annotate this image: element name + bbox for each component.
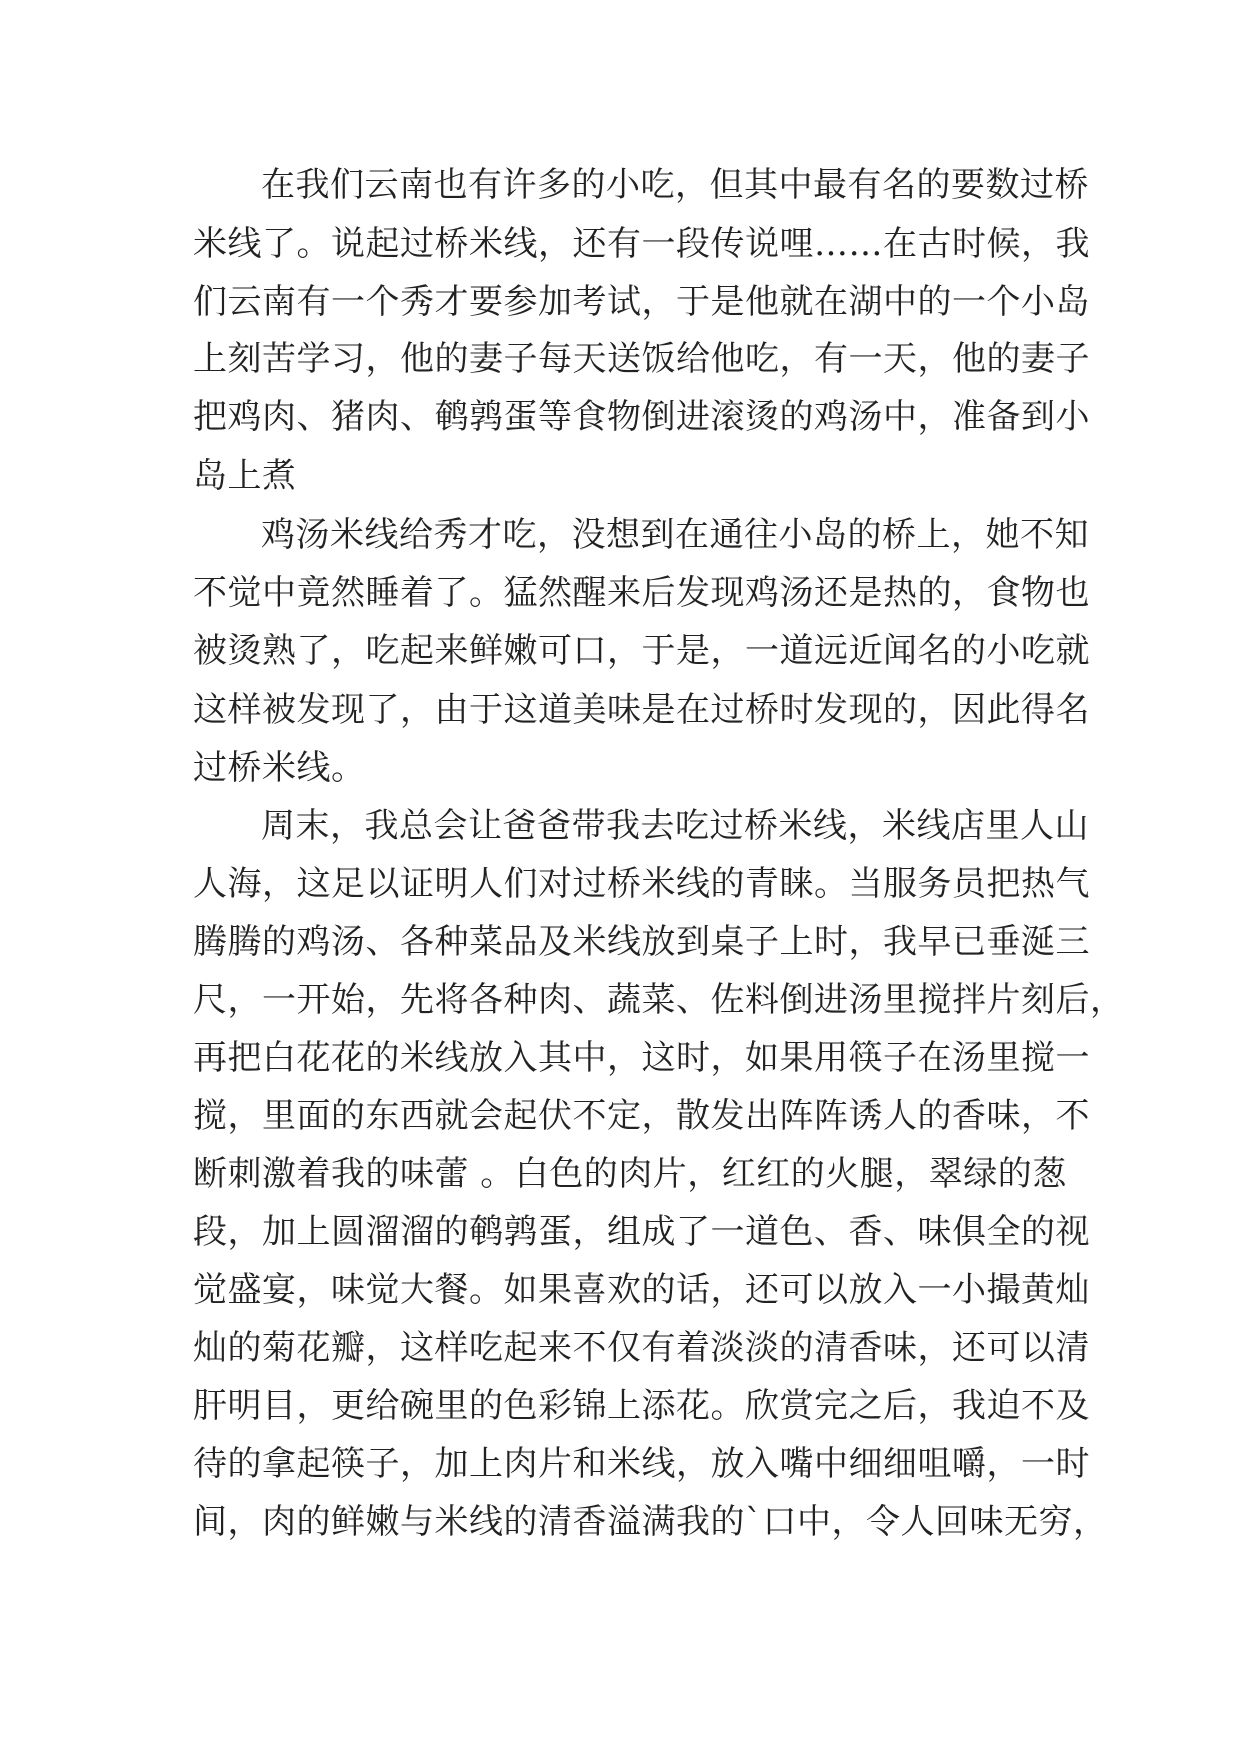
paragraph-1-line-2: 米线了。说起过桥米线，还有一段传说哩……在古时候，我: [193, 224, 1090, 264]
paragraph-3-line-8: 段，加上圆溜溜的鹌鹑蛋，组成了一道色、香、味俱全的视: [193, 1212, 1090, 1252]
paragraph-2-line-2: 不觉中竟然睡着了。猛然醒来后发现鸡汤还是热的，食物也: [193, 573, 1090, 613]
paragraph-2-line-5: 过桥米线。: [193, 748, 366, 788]
paragraph-1-line-1: 在我们云南也有许多的小吃，但其中最有名的要数过桥: [261, 165, 1089, 205]
paragraph-2-line-4: 这样被发现了，由于这道美味是在过桥时发现的，因此得名: [193, 690, 1090, 730]
paragraph-3-line-7: 断刺激着我的味蕾 。白色的肉片，红红的火腿，翠绿的葱: [193, 1154, 1067, 1194]
paragraph-3-line-1: 周末，我总会让爸爸带我去吃过桥米线，米线店里人山: [261, 806, 1089, 846]
paragraph-3-line-6: 搅，里面的东西就会起伏不定，散发出阵阵诱人的香味，不: [193, 1096, 1090, 1136]
paragraph-1-line-6: 岛上煮: [193, 456, 297, 496]
paragraph-3-line-3: 腾腾的鸡汤、各种菜品及米线放到桌子上时，我早已垂涎三: [193, 922, 1090, 962]
paragraph-3-line-10: 灿的菊花瓣，这样吃起来不仅有着淡淡的清香味，还可以清: [193, 1328, 1090, 1368]
paragraph-1-line-3: 们云南有一个秀才要参加考试，于是他就在湖中的一个小岛: [193, 282, 1090, 322]
paragraph-3-line-2: 人海，这足以证明人们对过桥米线的青睐。当服务员把热气: [193, 864, 1090, 904]
paragraph-2-line-3: 被烫熟了，吃起来鲜嫩可口，于是，一道远近闻名的小吃就: [193, 631, 1090, 671]
paragraph-2-line-1: 鸡汤米线给秀才吃，没想到在通往小岛的桥上，她不知: [261, 515, 1089, 555]
paragraph-3-line-4: 尺，一开始，先将各种肉、蔬菜、佐料倒进汤里搅拌片刻后，: [193, 980, 1125, 1020]
paragraph-3-line-12: 待的拿起筷子，加上肉片和米线，放入嘴中细细咀嚼，一时: [193, 1444, 1090, 1484]
paragraph-1-line-4: 上刻苦学习，他的妻子每天送饭给他吃，有一天，他的妻子: [193, 339, 1090, 379]
paragraph-3-line-13: 间，肉的鲜嫩与米线的清香溢满我的`口中，令人回味无穷，: [193, 1502, 1108, 1542]
paragraph-3-line-5: 再把白花花的米线放入其中，这时，如果用筷子在汤里搅一: [193, 1038, 1090, 1078]
paragraph-1-line-5: 把鸡肉、猪肉、鹌鹑蛋等食物倒进滚烫的鸡汤中，准备到小: [193, 397, 1090, 437]
paragraph-3-line-11: 肝明目，更给碗里的色彩锦上添花。欣赏完之后，我迫不及: [193, 1386, 1090, 1426]
paragraph-3-line-9: 觉盛宴，味觉大餐。如果喜欢的话，还可以放入一小撮黄灿: [193, 1270, 1090, 1310]
